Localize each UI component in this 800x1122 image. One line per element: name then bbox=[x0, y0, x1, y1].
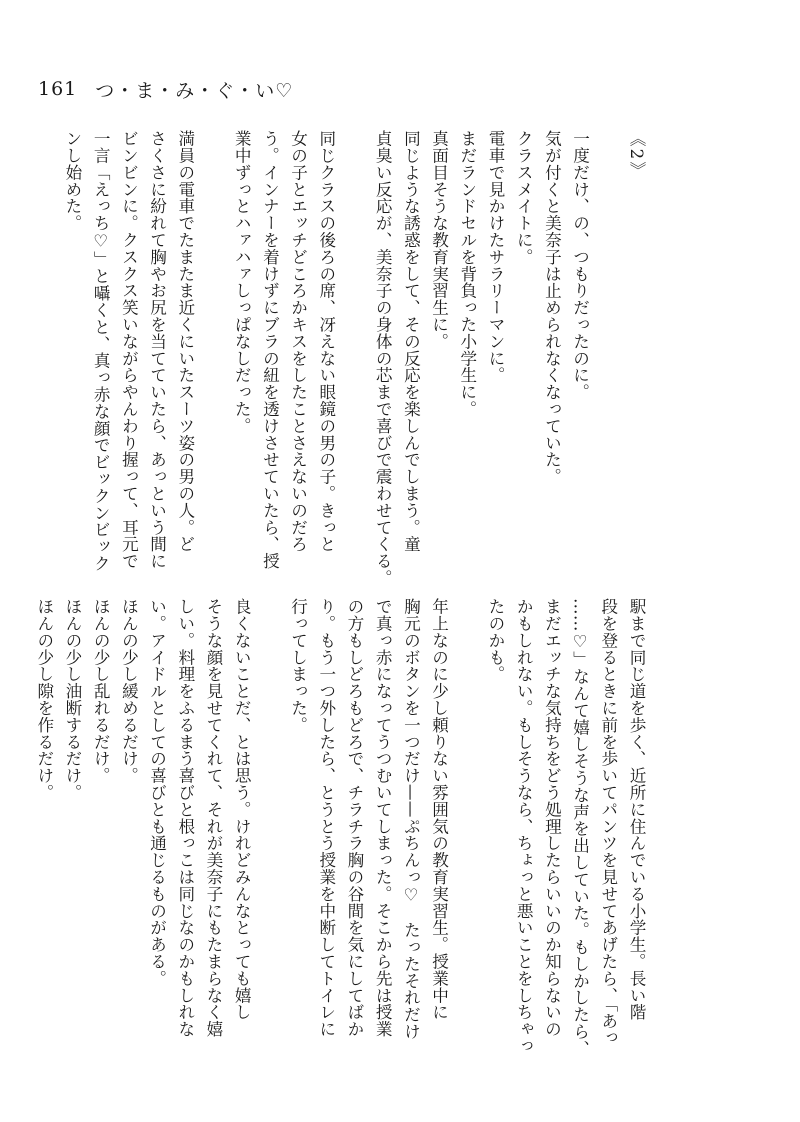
text-line: う。インナーを着けずにブラの紐を透けさせていたら、授 bbox=[260, 130, 280, 570]
text-column-bottom bbox=[34, 598, 650, 1057]
text-line: ンし始めた。 bbox=[62, 130, 82, 232]
text-line: 一言「えっち♡」と囁くと、真っ赤な顔でビックンビック bbox=[91, 130, 111, 572]
text-line: 真面目そうな教育実習生に。 bbox=[429, 130, 449, 350]
text-line: 同じクラスの後ろの席、冴えない眼鏡の男の子。きっと bbox=[316, 130, 336, 553]
text-line: ビンビンに。クスクス笑いながらやんわり握って、耳元で bbox=[119, 130, 139, 570]
blank-line bbox=[340, 130, 368, 570]
text-line: 同じような誘惑をして、その反応を楽しんでしまう。童 bbox=[401, 130, 421, 553]
text-line: 一度だけ、の、つもりだったのに。 bbox=[570, 130, 590, 401]
blank-line bbox=[594, 130, 622, 570]
text-line: そうな顔を見せてくれて、それが美奈子にもたまらなく嬉 bbox=[203, 598, 223, 1038]
text-line: かもしれない。もしそうなら、ちょっと悪いことをしちゃっ bbox=[514, 598, 534, 1055]
blank-line bbox=[199, 130, 227, 570]
chapter-marker: 《2》 bbox=[627, 130, 646, 180]
text-line: ほんの少し隙を作るだけ。 bbox=[34, 598, 54, 801]
text-line: 電車で見かけたサラリーマンに。 bbox=[486, 130, 505, 384]
text-line: たのかも。 bbox=[485, 598, 505, 683]
text-column-top bbox=[62, 130, 650, 587]
text-line: さくさに紛れて胸やお尻を当てていたら、あっという間に bbox=[147, 130, 167, 570]
text-line: 駅まで同じ道を歩く、近所に住んでいる小学生。長い階 bbox=[627, 598, 646, 1021]
text-line: 年上なのに少し頼りない雰囲気の教育実習生。授業中に bbox=[429, 598, 449, 1021]
text-line: 女の子とエッチどころかキスをしたことさえないのだろ bbox=[288, 130, 308, 553]
text-line: 気が付くと美奈子は止められなくなっていた。 bbox=[542, 130, 562, 485]
running-title: つ・ま・み・ぐ・い♡ bbox=[95, 79, 294, 102]
text-line: 胸元のボタンを一つだけ——ぷちんっ♡ たったそれだけ bbox=[401, 598, 421, 1040]
page-header bbox=[38, 74, 438, 104]
text-line: まだエッチな気持ちをどう処理したらいいのか知らないの bbox=[542, 598, 562, 1038]
text-line: い。アイドルとしての喜びとも通じるものがある。 bbox=[147, 598, 167, 987]
page-number: 161 bbox=[38, 78, 78, 100]
text-line: ほんの少し乱れるだけ。 bbox=[91, 598, 111, 784]
text-line: クラスメイトに。 bbox=[514, 130, 534, 266]
text-line: ほんの少し油断するだけ。 bbox=[62, 598, 82, 801]
text-line: の方もしどろもどろで、チラチラ胸の谷間を気にしてばか bbox=[344, 598, 364, 1038]
text-line: 行ってしまった。 bbox=[288, 598, 308, 734]
text-line: 良くないことだ、とは思う。けれどみんなとっても嬉し bbox=[232, 598, 252, 1021]
blank-line bbox=[255, 598, 283, 1043]
text-line: 段を登るときに前を歩いてパンツを見せてあげたら、「あっ bbox=[598, 598, 618, 1046]
text-line: ほんの少し緩めるだけ。 bbox=[119, 598, 139, 784]
text-line: 貞臭い反応が、美奈子の身体の芯まで喜びで震わせてくる。 bbox=[373, 130, 393, 587]
text-line: 業中ずっとハァハァしっぱなしだった。 bbox=[232, 130, 252, 435]
text-line: ……♡」なんて嬉しそうな声を出していた。もしかしたら、 bbox=[570, 598, 590, 1057]
blank-line bbox=[453, 598, 481, 1043]
text-line: まだランドセルを背負った小学生に。 bbox=[457, 130, 477, 418]
text-line: り。もう一つ外したら、とうとう授業を中断してトイレに bbox=[316, 598, 336, 1038]
text-line: で真っ赤になってうつむいてしまった。そこから先は授業 bbox=[373, 598, 393, 1038]
text-line: しい。料理をふるまう喜びと根っこは同じなのかもしれな bbox=[175, 598, 195, 1038]
text-line: 満員の電車でたまたま近くにいたスーツ姿の男の人。ど bbox=[175, 130, 195, 553]
